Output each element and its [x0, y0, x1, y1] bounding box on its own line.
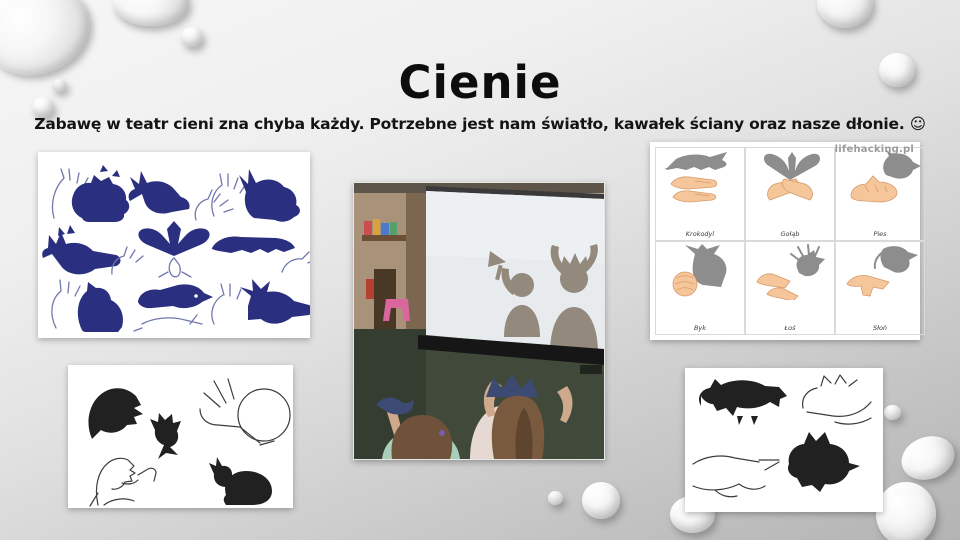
crocodile-shadow-art: [657, 150, 743, 206]
water-droplet-icon: [895, 429, 960, 487]
moose-shadow-art: [747, 244, 833, 300]
shadow-puppet-cards-image: [650, 142, 920, 340]
children-shadow-theatre-photo: [353, 182, 605, 460]
water-droplet-icon: [817, 0, 873, 28]
shadow-card-los: [745, 241, 835, 335]
watermark-lifehacking: lifehacking.pl: [834, 144, 914, 155]
elephant-shadow-art: [837, 244, 923, 300]
pigeon-shadow-art: [747, 150, 833, 206]
hand-shadow-figures-navy-image: [38, 152, 310, 338]
navy-shadow-art: [38, 152, 310, 338]
photo-art: [354, 183, 604, 459]
boy-sketch-art: [68, 365, 293, 508]
page-title: Cienie: [398, 56, 562, 110]
shadow-card-label: Byk: [693, 323, 707, 332]
water-droplet-icon: [548, 491, 563, 505]
shadow-card-krokodyl: [655, 147, 745, 241]
slide-subtitle: Zabawę w teatr cieni zna chyba każdy. Potrzebne jest nam światło, kawałek ściany oraz nasze dłonie. ☺: [34, 114, 926, 133]
bull-shadow-art: [657, 244, 743, 300]
shadow-card-golab: [745, 147, 835, 241]
hand-sketch-art: [685, 368, 883, 512]
shadow-card-pies: [835, 147, 925, 241]
water-droplet-icon: [181, 27, 203, 47]
boy-shadow-sketch-image: [68, 365, 293, 508]
water-droplet-icon: [113, 0, 189, 26]
shadow-card-label: Łoś: [784, 323, 796, 332]
shadow-card-label: Słoń: [872, 323, 888, 332]
water-droplet-icon: [582, 482, 620, 519]
hand-shadow-sketch-image: [685, 368, 883, 512]
dog-shadow-art: [837, 150, 923, 206]
shadow-card-byk: [655, 241, 745, 335]
water-droplet-icon: [884, 405, 901, 420]
shadow-card-grid: [655, 147, 915, 335]
shadow-card-label: Krokodyl: [685, 229, 715, 238]
shadow-card-label: Pies: [873, 229, 887, 238]
shadow-card-slon: [835, 241, 925, 335]
shadow-card-label: Gołąb: [780, 229, 800, 238]
water-droplet-icon: [876, 482, 936, 540]
